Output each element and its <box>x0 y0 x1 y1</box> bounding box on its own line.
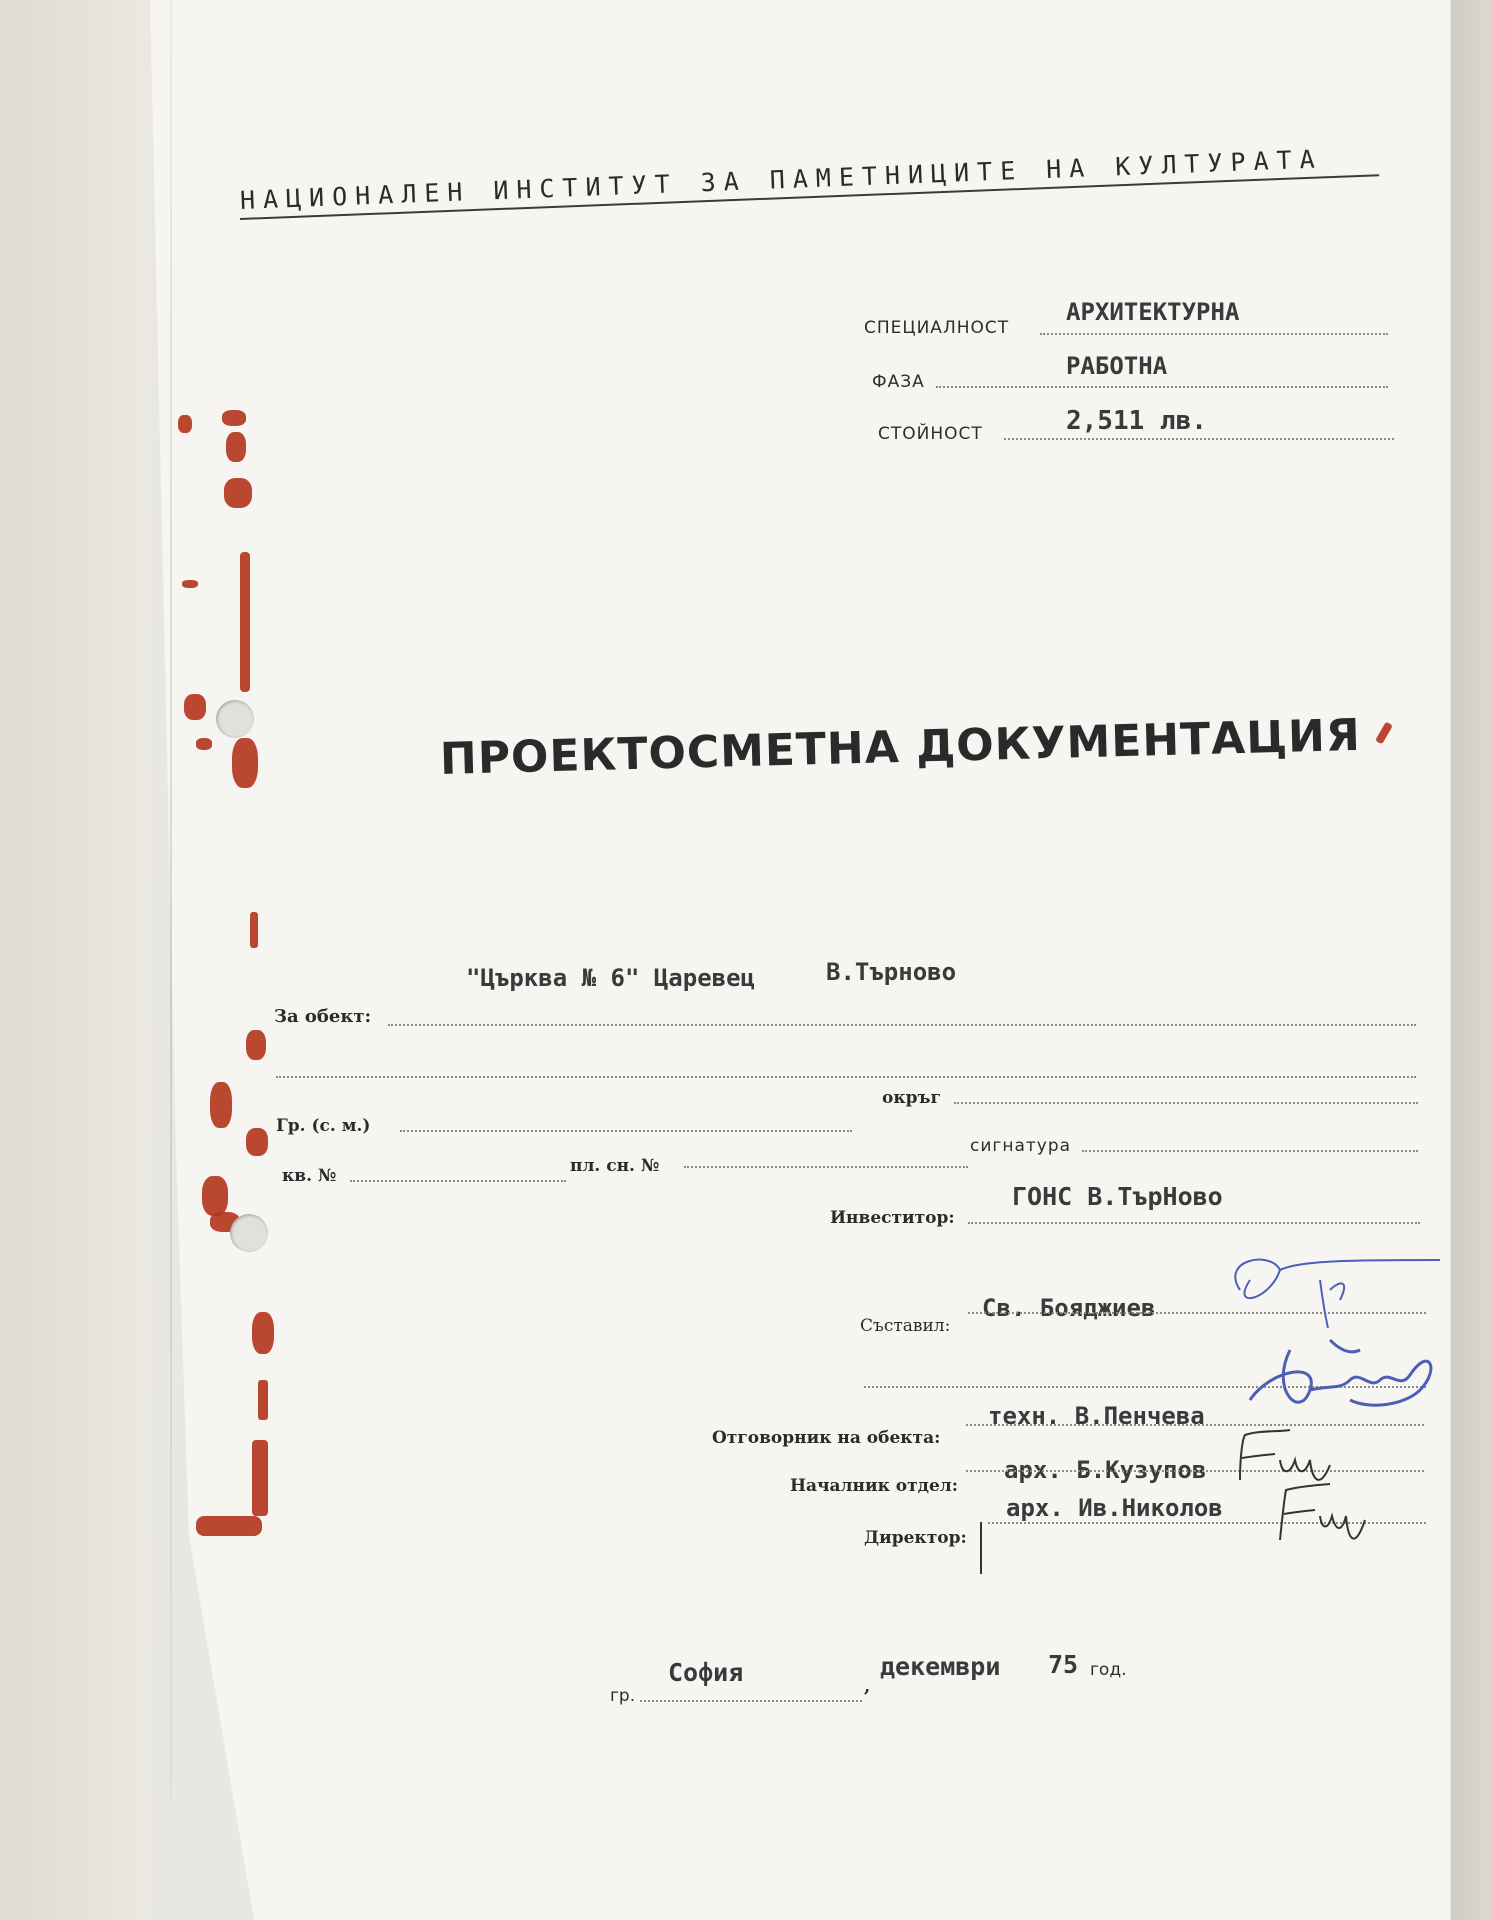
phase-label: ФАЗА <box>872 372 925 392</box>
head-label: Началник отдел: <box>790 1476 959 1496</box>
footer-city-value: София <box>668 1658 744 1687</box>
district-label: окръг <box>882 1088 941 1108</box>
background-left <box>0 0 150 1920</box>
signature-director <box>1270 1470 1390 1560</box>
investor-label: Инвеститор: <box>830 1208 955 1228</box>
document-sheet <box>150 0 1450 1920</box>
district-line <box>954 1102 1418 1104</box>
signature-label: сигнатура <box>970 1136 1072 1156</box>
specialty-label: СПЕЦИАЛНОСТ <box>864 318 1010 338</box>
block-label: кв. № <box>282 1166 337 1186</box>
specialty-line <box>1040 333 1388 335</box>
plot-label: пл. сн. № <box>570 1156 660 1176</box>
phase-value: РАБОТНА <box>1066 352 1168 380</box>
punch-hole-top <box>216 700 254 738</box>
object-label: За обект: <box>274 1006 372 1027</box>
object-town-value: В.Търново <box>826 958 957 986</box>
document-title: ПРОЕКТОСМЕТНА ДОКУМЕНТАЦИЯ <box>439 709 1362 785</box>
punch-hole-bottom <box>230 1214 268 1252</box>
cost-label: СТОЙНОСТ <box>878 424 983 444</box>
footer-city-prefix: гр. <box>610 1686 636 1706</box>
phase-line <box>936 386 1388 388</box>
author-label: Съставил: <box>860 1316 951 1336</box>
cost-line <box>1004 438 1394 440</box>
footer-year-value: 75 <box>1048 1650 1079 1679</box>
investor-line <box>968 1222 1420 1224</box>
cost-value: 2,511 лв. <box>1066 406 1207 436</box>
footer-comma: , <box>864 1676 871 1697</box>
head-value: арх. Б.Кузупов <box>1004 1456 1207 1484</box>
footer-year-suffix: год. <box>1090 1660 1127 1680</box>
signature-author <box>1210 1240 1450 1330</box>
block-line <box>350 1180 566 1182</box>
responsible-label: Отговорник на обекта: <box>712 1428 941 1448</box>
director-value: арх. Ив.Николов <box>1006 1494 1223 1522</box>
footer-city-line <box>640 1700 862 1702</box>
background-right <box>1451 0 1491 1920</box>
specialty-value: АРХИТЕКТУРНА <box>1066 298 1240 326</box>
paper-fold <box>170 0 172 1800</box>
investor-value: ГОНС В.ТърНово <box>1012 1182 1223 1211</box>
director-bar <box>980 1522 982 1574</box>
object-value: "Църква № 6" Царевец <box>466 964 755 992</box>
city-label: Гр. (с. м.) <box>276 1116 371 1136</box>
director-label: Директор: <box>864 1528 967 1548</box>
signature-line <box>1082 1150 1418 1152</box>
author-value: Св. Бояджиев <box>982 1294 1156 1322</box>
footer-month-value: декември <box>880 1652 1001 1681</box>
object-line-2 <box>276 1076 1416 1078</box>
plot-line <box>684 1166 968 1168</box>
institute-header: НАЦИОНАЛЕН ИНСТИТУТ ЗА ПАМЕТНИЦИТЕ НА КУЛТУРАТА <box>239 144 1324 215</box>
object-line-1 <box>388 1024 1416 1026</box>
city-line <box>400 1130 852 1132</box>
responsible-value: техн. В.Пенчева <box>988 1402 1205 1430</box>
